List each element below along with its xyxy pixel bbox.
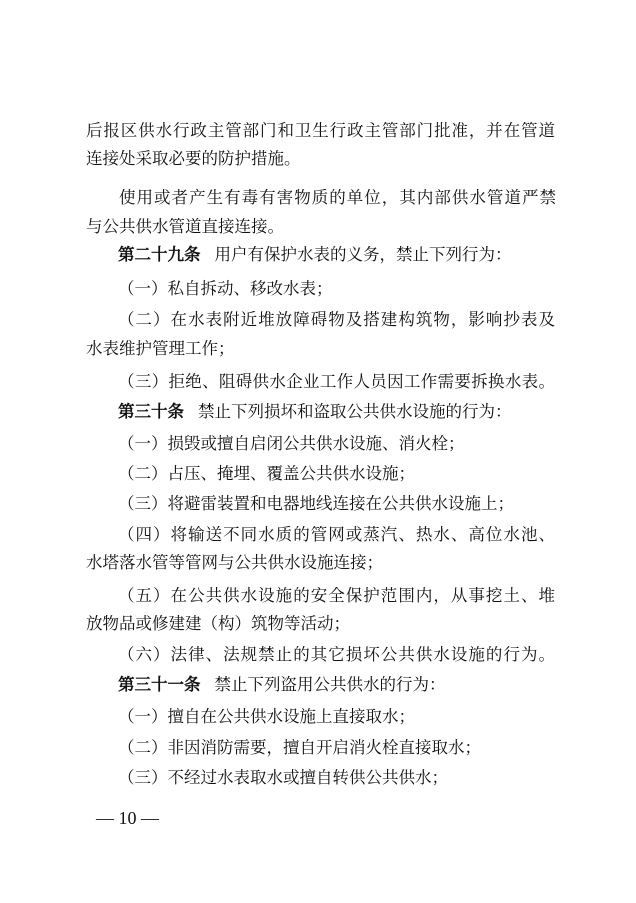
- page-number: — 10 —: [96, 808, 159, 828]
- article-text: 禁止下列盗用公共供水的行为：: [214, 675, 446, 694]
- text-line: （四）将输送不同水质的管网或蒸汽、热水、高位水池、: [118, 525, 557, 544]
- text-line: （六）法律、法规禁止的其它损坏公共供水设施的行为。: [118, 645, 557, 664]
- text-line: （二）非因消防需要，擅自开启消火栓直接取水；: [118, 738, 481, 757]
- article-number: 第三十一条: [118, 675, 201, 694]
- text-line: （二）占压、掩埋、覆盖公共供水设施；: [118, 464, 415, 483]
- text-line: 水塔落水管等管网与公共供水设施连接；: [86, 553, 383, 572]
- article-line: [118, 245, 512, 265]
- text-line: 与公共供水管道直接连接。: [86, 217, 284, 236]
- text-line: 连接处采取必要的防护措施。: [86, 149, 301, 168]
- text-line: （三）不经过水表取水或擅自转供公共供水；: [118, 768, 448, 787]
- text-line: （三）将避雷装置和电器地线连接在公共供水设施上；: [118, 494, 514, 513]
- text-line: 后报区供水行政主管部门和卫生行政主管部门批准，并在管道: [86, 121, 556, 140]
- text-line: 放物品或修建建（构）筑物等活动；: [86, 614, 350, 633]
- article-line: [118, 675, 446, 695]
- article-line: [118, 402, 512, 422]
- text-line: 水表维护管理工作；: [86, 339, 235, 358]
- text-line: 使用或者产生有毒有害物质的单位，其内部供水管道严禁: [119, 188, 558, 207]
- article-number: 第二十九条: [118, 245, 201, 264]
- article-text: 用户有保护水表的义务，禁止下列行为：: [214, 245, 512, 264]
- article-number: 第三十条: [118, 402, 184, 421]
- text-line: （二）在水表附近堆放障碍物及搭建构筑物，影响抄表及: [118, 310, 557, 329]
- text-line: （一）擅自在公共供水设施上直接取水；: [118, 707, 415, 726]
- text-line: （一）私自拆动、移改水表；: [118, 279, 333, 298]
- text-line: （一）损毁或擅自启闭公共供水设施、消火栓；: [118, 434, 465, 453]
- text-line: （五）在公共供水设施的安全保护范围内，从事挖土、堆: [118, 586, 557, 605]
- text-line: （三）拒绝、阻碍供水企业工作人员因工作需要拆换水表。: [118, 372, 556, 391]
- article-text: 禁止下列损坏和盗取公共供水设施的行为：: [198, 402, 512, 421]
